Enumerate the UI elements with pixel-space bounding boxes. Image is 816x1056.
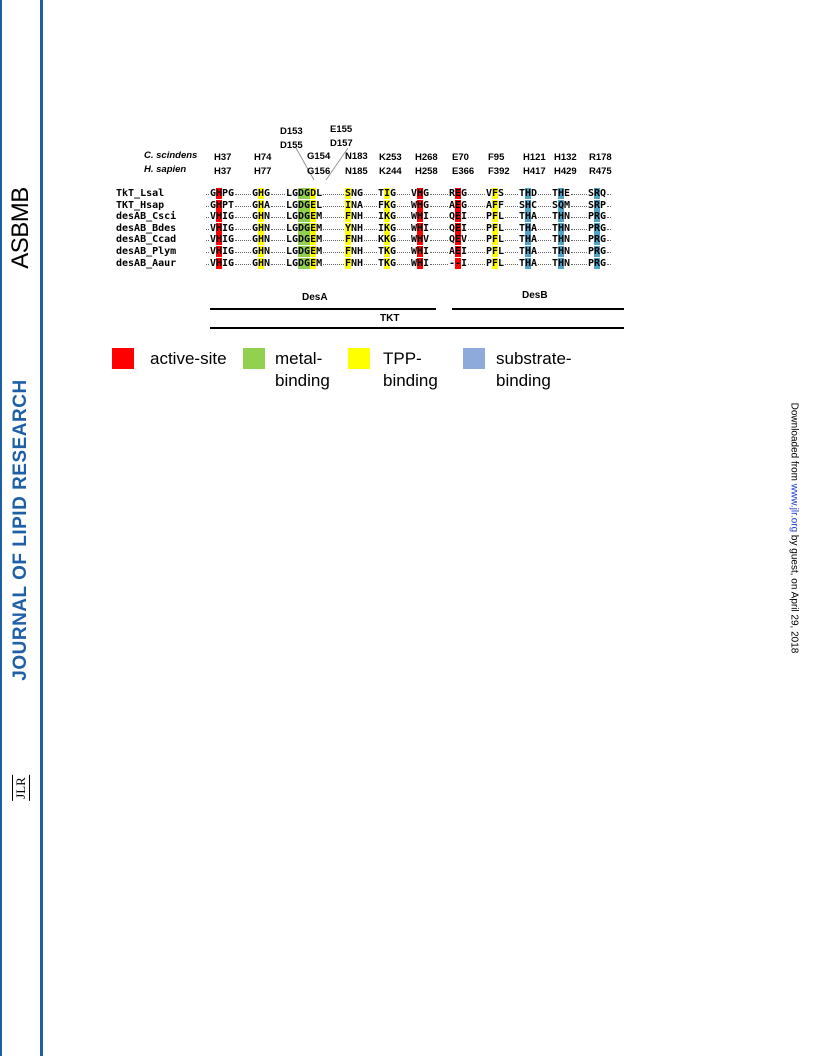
column-label-top: E70 xyxy=(452,152,469,163)
sequence-segment: VHIG xyxy=(210,211,235,223)
sequence-segment: THA xyxy=(519,246,538,257)
sequence-segment: THA xyxy=(519,234,538,246)
sequence-segment: THE xyxy=(552,188,571,199)
column-label-top: H132 xyxy=(554,152,577,163)
sequence-segment: YNH xyxy=(345,222,364,234)
alignment-row xyxy=(108,223,628,235)
download-note xyxy=(789,403,800,654)
sequence-name: desAB_Csci xyxy=(116,211,177,223)
gap-dots xyxy=(468,194,485,196)
legend-text: binding xyxy=(496,371,551,390)
sequence-segment: VHIG xyxy=(210,246,235,257)
sequence-segment: INA xyxy=(345,199,364,211)
sequence-segment: SRQ xyxy=(588,188,607,199)
legend-text: binding xyxy=(275,371,330,390)
sequence-segment: THN xyxy=(552,246,571,257)
sequence-segment: SNG xyxy=(345,188,364,199)
gap-dots xyxy=(571,252,587,254)
gap-dots xyxy=(235,252,251,254)
legend-swatch-active-site xyxy=(112,348,134,369)
gap-dots xyxy=(538,252,551,254)
sequence-segment: PRG xyxy=(588,222,607,234)
sequence-segment: QEI xyxy=(449,222,468,234)
sequence-segment: TIG xyxy=(378,188,397,199)
gap-dots xyxy=(571,206,587,208)
gap-dots xyxy=(235,194,251,196)
desb-bar xyxy=(452,308,624,310)
legend-text: active-site xyxy=(150,349,227,368)
gap-dots xyxy=(323,264,344,266)
sequence-segment: FNH xyxy=(345,234,364,246)
column-label-top: F95 xyxy=(488,152,505,163)
gap-dots xyxy=(271,229,285,231)
gap-dots xyxy=(430,229,448,231)
gap-dots xyxy=(271,264,285,266)
legend-label-active-site xyxy=(150,348,227,370)
sequence-segment: FNH xyxy=(345,246,364,257)
sequence-segment: GHPG xyxy=(210,188,235,199)
gap-dots xyxy=(364,194,377,196)
gap-dots xyxy=(468,217,485,219)
download-suffix: by guest, on April 29, 2018 xyxy=(788,532,800,654)
alignment-row xyxy=(108,234,628,246)
sequence-segment: THD xyxy=(519,188,538,199)
species-bottom: H. sapien xyxy=(144,164,187,175)
sequence-segment: QEV xyxy=(449,234,468,246)
gap-dots xyxy=(538,240,551,242)
gap-dots xyxy=(571,264,587,266)
sequence-segment: VFS xyxy=(486,188,505,199)
download-prefix: Downloaded from xyxy=(788,402,800,484)
gap-dots xyxy=(607,206,611,208)
sequence-segment: PFL xyxy=(486,234,505,246)
desa-bar xyxy=(210,308,436,310)
column-label-top: H37 xyxy=(214,152,232,163)
gap-dots xyxy=(206,252,209,254)
gap-dots xyxy=(397,217,410,219)
legend-swatch-tpp-binding xyxy=(348,348,370,369)
sequence-segment: PFL xyxy=(486,246,505,257)
column-label-bottom: F392 xyxy=(488,166,510,177)
gap-dots xyxy=(271,252,285,254)
gap-dots xyxy=(607,252,611,254)
sequence-segment: THA xyxy=(519,222,538,234)
legend-label-metal-binding xyxy=(275,348,330,392)
sequence-segment: PRG xyxy=(588,246,607,257)
sequence-segment: WHG xyxy=(411,199,430,211)
gap-dots xyxy=(468,264,485,266)
sequence-segment: GHA xyxy=(252,199,271,211)
sequence-segment: FKG xyxy=(378,199,397,211)
sequence-segment: VHIG xyxy=(210,222,235,234)
sequence-segment: THN xyxy=(552,222,571,234)
gap-dots xyxy=(397,229,410,231)
column-label-top: H268 xyxy=(415,152,438,163)
asbmb-logo: ASBMB xyxy=(7,187,34,269)
gap-dots xyxy=(235,229,251,231)
column-label-top: H121 xyxy=(523,152,546,163)
desb-label: DesB xyxy=(522,290,548,301)
sequence-segment: THN xyxy=(552,234,571,246)
gap-dots xyxy=(571,194,587,196)
gap-dots xyxy=(235,264,251,266)
sequence-segment: SHC xyxy=(519,199,538,211)
gap-dots xyxy=(505,229,518,231)
gap-dots xyxy=(323,240,344,242)
sequence-segment: QEI xyxy=(449,211,468,223)
desa-label: DesA xyxy=(302,292,328,303)
sequence-segment: GHN xyxy=(252,211,271,223)
gap-dots xyxy=(364,264,377,266)
column-label-bottom: R475 xyxy=(589,166,612,177)
gap-dots xyxy=(206,229,209,231)
sequence-name: desAB_Plym xyxy=(116,246,177,257)
sequence-segment: PRG xyxy=(588,234,607,246)
gap-dots xyxy=(235,217,251,219)
sidebar-left-edge xyxy=(0,0,2,1056)
sequence-segment: WHI xyxy=(411,211,430,223)
alignment-row xyxy=(108,246,628,258)
sequence-segment: GHG xyxy=(252,188,271,199)
gap-dots xyxy=(505,206,518,208)
sequence-segment: WHI xyxy=(411,222,430,234)
sequence-segment: LGDGEM xyxy=(286,234,323,246)
gap-dots xyxy=(397,252,410,254)
gap-dots xyxy=(271,194,285,196)
alignment-row xyxy=(108,211,628,223)
gap-dots xyxy=(364,252,377,254)
gap-dots xyxy=(430,217,448,219)
sequence-name: desAB_Aaur xyxy=(116,257,177,269)
gap-dots xyxy=(323,229,344,231)
gap-dots xyxy=(505,194,518,196)
journal-title: JOURNAL OF LIPID RESEARCH xyxy=(10,379,31,681)
gap-dots xyxy=(607,217,611,219)
gap-dots xyxy=(505,240,518,242)
gap-dots xyxy=(538,206,551,208)
sequence-segment: THA xyxy=(519,257,538,269)
sequence-name: desAB_Ccad xyxy=(116,234,177,246)
label-d153: D153 xyxy=(280,126,303,137)
sequence-segment: THA xyxy=(519,211,538,223)
column-label-bottom: E366 xyxy=(452,166,475,177)
column-label-bottom: N185 xyxy=(345,166,368,177)
gap-dots xyxy=(607,194,611,196)
gap-dots xyxy=(430,252,448,254)
gap-dots xyxy=(430,206,448,208)
sequence-segment: VHIG xyxy=(210,234,235,246)
legend-text: TPP- xyxy=(383,349,422,368)
gap-dots xyxy=(505,264,518,266)
sequence-segment: PRG xyxy=(588,211,607,223)
alignment-row xyxy=(108,200,628,212)
jlr-logo: JLR xyxy=(13,777,28,799)
gap-dots xyxy=(430,194,448,196)
sequence-segment: IKG xyxy=(378,222,397,234)
gap-dots xyxy=(430,264,448,266)
sequence-segment: AEG xyxy=(449,199,468,211)
sequence-segment: LGDGEL xyxy=(286,199,323,211)
gap-dots xyxy=(607,229,611,231)
sequence-segment: GHN xyxy=(252,246,271,257)
journal-sidebar xyxy=(0,0,42,1056)
gap-dots xyxy=(538,217,551,219)
gap-dots xyxy=(271,217,285,219)
sequence-segment: TKG xyxy=(378,246,397,257)
sidebar-rule xyxy=(40,0,43,1056)
gap-dots xyxy=(364,240,377,242)
gap-dots xyxy=(364,217,377,219)
gap-dots xyxy=(397,194,410,196)
jlr-link[interactable]: www.jlr.org xyxy=(788,483,800,533)
legend-text: metal- xyxy=(275,349,323,368)
column-label-top: N183 xyxy=(345,151,368,162)
tkt-label: TKT xyxy=(380,313,400,324)
label-e155: E155 xyxy=(330,124,353,135)
gap-dots xyxy=(206,194,209,196)
sequence-segment: IKG xyxy=(378,211,397,223)
column-label-bottom: H77 xyxy=(254,166,272,177)
sequence-segment: VHG xyxy=(411,188,430,199)
sequence-segment: --I xyxy=(449,257,468,269)
sequence-segment: VHIG xyxy=(210,257,235,269)
column-label-bottom: G156 xyxy=(307,166,331,177)
gap-dots xyxy=(271,240,285,242)
gap-dots xyxy=(323,206,344,208)
gap-dots xyxy=(468,240,485,242)
sequence-segment: SQM xyxy=(552,199,571,211)
tkt-bar xyxy=(210,327,624,329)
sequence-segment: FNH xyxy=(345,257,364,269)
sequence-name: TKT_Hsap xyxy=(116,199,165,211)
sequence-segment: REG xyxy=(449,188,468,199)
legend-text: binding xyxy=(383,371,438,390)
gap-dots xyxy=(538,229,551,231)
sequence-segment: WHI xyxy=(411,246,430,257)
gap-dots xyxy=(397,264,410,266)
sequence-segment: GHN xyxy=(252,234,271,246)
species-top: C. scindens xyxy=(144,150,198,161)
gap-dots xyxy=(206,217,209,219)
label-d155: D155 xyxy=(280,140,303,151)
gap-dots xyxy=(397,240,410,242)
gap-dots xyxy=(468,252,485,254)
gap-dots xyxy=(571,240,587,242)
legend-swatch-metal-binding xyxy=(243,348,265,369)
sequence-segment: PFL xyxy=(486,222,505,234)
sequence-segment: GHN xyxy=(252,222,271,234)
sequence-segment: THN xyxy=(552,211,571,223)
gap-dots xyxy=(505,252,518,254)
gap-dots xyxy=(468,206,485,208)
legend-label-tpp-binding xyxy=(383,348,438,392)
gap-dots xyxy=(206,264,209,266)
sequence-segment: LGDGDL xyxy=(286,188,323,199)
sequence-name: desAB_Bdes xyxy=(116,222,177,234)
column-label-bottom: H417 xyxy=(523,166,546,177)
sequence-segment: KKG xyxy=(378,234,397,246)
column-label-bottom: H258 xyxy=(415,166,438,177)
sequence-segment: GHN xyxy=(252,257,271,269)
sequence-segment: LGDGEM xyxy=(286,246,323,257)
alignment-row xyxy=(108,258,628,270)
legend-label-substrate-binding xyxy=(496,348,572,392)
sequence-segment: WHI xyxy=(411,257,430,269)
column-label-top: H74 xyxy=(254,152,272,163)
column-label-top: G154 xyxy=(307,151,331,162)
sequence-segment: TKG xyxy=(378,257,397,269)
sequence-segment: PFL xyxy=(486,211,505,223)
column-label-top: R178 xyxy=(589,152,612,163)
sequence-segment: SRP xyxy=(588,199,607,211)
gap-dots xyxy=(468,229,485,231)
gap-dots xyxy=(607,264,611,266)
gap-dots xyxy=(235,240,251,242)
sequence-segment: FNH xyxy=(345,211,364,223)
gap-dots xyxy=(397,206,410,208)
gap-dots xyxy=(505,217,518,219)
alignment-row xyxy=(108,188,628,200)
gap-dots xyxy=(206,206,209,208)
gap-dots xyxy=(364,206,377,208)
legend-swatch-substrate-binding xyxy=(463,348,485,369)
sequence-segment: PRG xyxy=(588,257,607,269)
gap-dots xyxy=(364,229,377,231)
sequence-segment: THN xyxy=(552,257,571,269)
legend-text: substrate- xyxy=(496,349,572,368)
sequence-segment: AFF xyxy=(486,199,505,211)
sequence-segment: LGDGEM xyxy=(286,257,323,269)
column-label-bottom: K244 xyxy=(379,166,402,177)
column-label-bottom: H429 xyxy=(554,166,577,177)
gap-dots xyxy=(323,252,344,254)
gap-dots xyxy=(323,217,344,219)
column-label-bottom: H37 xyxy=(214,166,232,177)
gap-dots xyxy=(571,229,587,231)
sequence-segment: AEI xyxy=(449,246,468,257)
sequence-name: TkT_Lsal xyxy=(116,188,165,199)
gap-dots xyxy=(607,240,611,242)
gap-dots xyxy=(235,206,251,208)
gap-dots xyxy=(206,240,209,242)
column-label-top: K253 xyxy=(379,152,402,163)
sequence-segment: LGDGEM xyxy=(286,211,323,223)
label-d157: D157 xyxy=(330,138,353,149)
gap-dots xyxy=(430,240,448,242)
sequence-segment: GHPT xyxy=(210,199,235,211)
gap-dots xyxy=(538,264,551,266)
gap-dots xyxy=(571,217,587,219)
sequence-segment: PFL xyxy=(486,257,505,269)
gap-dots xyxy=(271,206,285,208)
sequence-segment: LGDGEM xyxy=(286,222,323,234)
legend xyxy=(112,348,632,398)
gap-dots xyxy=(538,194,551,196)
sequence-segment: WHV xyxy=(411,234,430,246)
gap-dots xyxy=(323,194,344,196)
